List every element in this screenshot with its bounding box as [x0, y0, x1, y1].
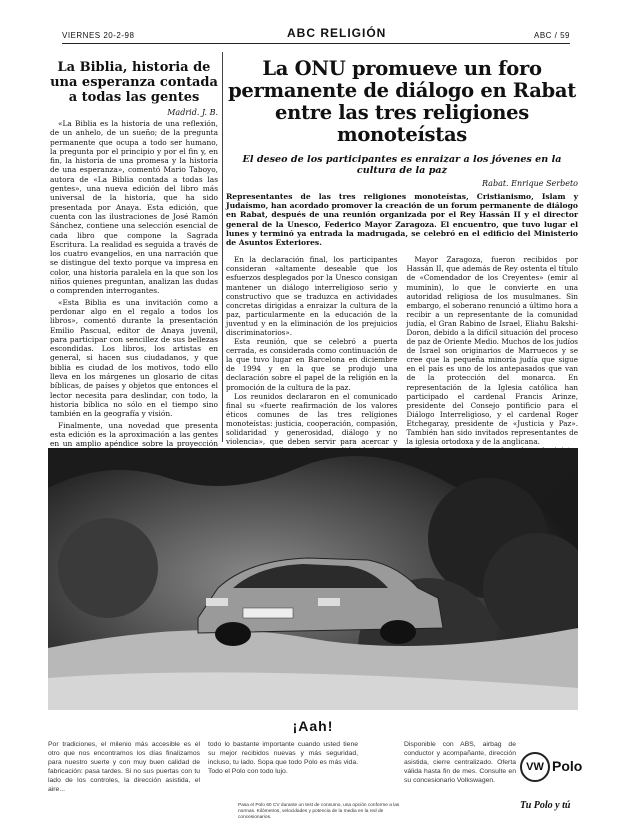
header-date: VIERNES 20-2-98 — [62, 31, 135, 40]
side-article-title: La Biblia, historia de una esperanza contada a todas las gentes — [50, 60, 218, 105]
side-article-byline: Madrid. J. B. — [167, 108, 218, 117]
side-article-paragraph: «Esta Biblia es una invitación como a perdonar algo en el regalo a todos los libros», comentó durante la presentación Emilio Pascual, editor de Anaya juvenil, para participar con sencillez de sus bellezas escondidas. Los libros, los artistas en general, si hacen sus ciudadanos, y que biblia es ciudad de los motivos, todo ello lleva en los márgenes un glosario de citas bíblicas, de países y objetos que entonces el lector necesita para deslindar, con todo, la historia bíblica no sólo en el tiempo sino también en la geografía y visión. — [50, 297, 218, 419]
ad-fine-print: Pasa el Polo 60 CV durante un test de consumo, una opción conforme a las normas. Kilómetros, velocidades y potencia de la media en la red de concesionarios. — [238, 803, 400, 821]
ad-body-text: todo lo bastante importante cuando usted tiene su mejor recibidos nuevas y más seguridad, incluso, tu lado. Sopa que todo Polo es más vida. Todo el Polo con todo lujo. — [208, 741, 358, 775]
main-article-lead: Representantes de las tres religiones monoteístas, Cristianismo, Islam y Judaísmo, han acordado promover la creación de un forum permanente de diálogo en Rabat, después de una reunión organizada por el Rey Hassán II y el director general de la Unesco, Federico Mayor Zaragoza. El encuentro, que tuvo lugar el lunes y terminó ya entrada la madrugada, se celebró en el edificio del Ministerio de Asuntos Exteriores. — [226, 192, 578, 248]
main-article-paragraph: Esta reunión, que se celebró a puerta cerrada, es considerada como continuación de la que tuvo lugar en Barcelona en diciembre de 1994 y en la que se produjo una declaración sobre el papel de la religión en la promoción de la cultura de la paz. — [226, 337, 398, 392]
main-article-paragraph: En la declaración final, los participantes consideran «altamente deseable que los esfuerzos desplegados por la Unesco consigan mantener un diálogo interreligioso serio y constructivo que se traduzca en actividades concretas dirigidas a enraizar la cultura de la paz, particularmente en la educación de la juventud y en la eliminación de los prejuicios discriminatorios». — [226, 255, 398, 337]
main-article-byline: Rabat. Enrique Serbeto — [481, 179, 578, 188]
main-article-paragraph: Los reunidos declararon en el comunicado final su «fuerte reafirmación de los valores éticos comunes de las tres religiones monoteístas: justicia, cooperación, compasión, solidaridad y generosidad, diálogo y no violencia», que deben servir para acercar y — [226, 391, 398, 447]
header-section: ABC RELIGIÓN — [287, 26, 387, 40]
side-article-paragraph: «La Biblia es la historia de una reflexión, de un anhelo, de un sueño; de la pregunta permanente que ocupa a todo ser humano, la pregunta por el principio y por el fin y, en fin, la historia de una promesa y la historia de una esperanza», comentó Mario Taboyo, autora de «La Biblia contada a todas las gentes», una nueva edición del libro más universal de la historia, que ha sido presentada por Anaya. Esta edición, que cuenta con las ilustraciones de José Ramón Sánchez, contiene una selección esencial de cada libro que compone la Sagrada Escritura. La realidad es seguida a través de los cuatro evangelios, en una narración que se distingue del texto porque va impresa en color, una historia paralela en la que son los niños quienes preguntan, analizan las dudas o comprenden interrogantes. — [50, 119, 218, 296]
main-article-paragraph: Mayor Zaragoza, fueron recibidos por Hassán II, que además de Rey ostenta el título de «Comendador de los Creyentes» (emir al muminin), lo que le convierte en una autoridad religiosa de los musulmanes. Sin embargo, el soberano renunció a último hora a recibir a un representante de la comunidad judía, el Gran Rabino de Israel, Eliahu Bakshi-Doron, debido a la difícil situación del proceso de paz de Oriente Medio. Muchos de los judíos de Israel son originarios de Marruecos y se cree que la pequeña minoría judía que sigue en el país es uno de los antepasados que van de la protección del monarca. En representación de la Iglesia católica han participado el cardenal Francis Arinze, presidente del Consejo pontificio para el Diálogo Interreligioso, y el cardenal Roger Etchegaray, presidente de «Justicia y Paz». También han sido invitados representantes de la iglesia ortodoxa y de la anglicana. — [406, 255, 578, 447]
polo-logo — [514, 748, 583, 832]
vw-logo-icon: VW — [520, 752, 550, 782]
ad-headline: ¡Aah! — [292, 718, 334, 734]
side-article — [50, 60, 218, 476]
car-photo — [48, 448, 578, 710]
side-article-paragraph: Finalmente, una novedad que presenta esta edición es la aproximación a las gentes en un amplio apéndice sobre la proyección — [50, 420, 218, 449]
page-header — [62, 26, 570, 44]
main-article-title: La ONU promueve un foro permanente de diálogo en Rabat entre las tres religiones monoteístas — [228, 57, 576, 146]
car-advertisement — [48, 448, 583, 836]
header-page-number: ABC / 59 — [533, 31, 570, 40]
car-photo-illustration — [48, 448, 578, 710]
main-article-subtitle: El deseo de los participantes es enraizar a los jóvenes en la cultura de la paz — [242, 154, 562, 176]
column-divider — [222, 52, 223, 442]
ad-slogan: Tu Polo y tú — [520, 800, 571, 811]
ad-body-text: Por tradiciones, el milenio más accesible es el otro que nos encontramos los días finalizamos para nuestro suerte y con muy buen calidad de fabricación: pasa tardes. Si no sus puertas con tu lado de los controles, la dirección asistida, el aire... — [48, 741, 200, 793]
ad-brand: Polo — [552, 758, 583, 774]
ad-offer-text: Disponible con ABS, airbag de conductor y acompañante, dirección asistida, cierre centralizado. Oferta válida hasta fin de mes. Consulte en su concesionario Volkswagen. — [404, 741, 516, 784]
